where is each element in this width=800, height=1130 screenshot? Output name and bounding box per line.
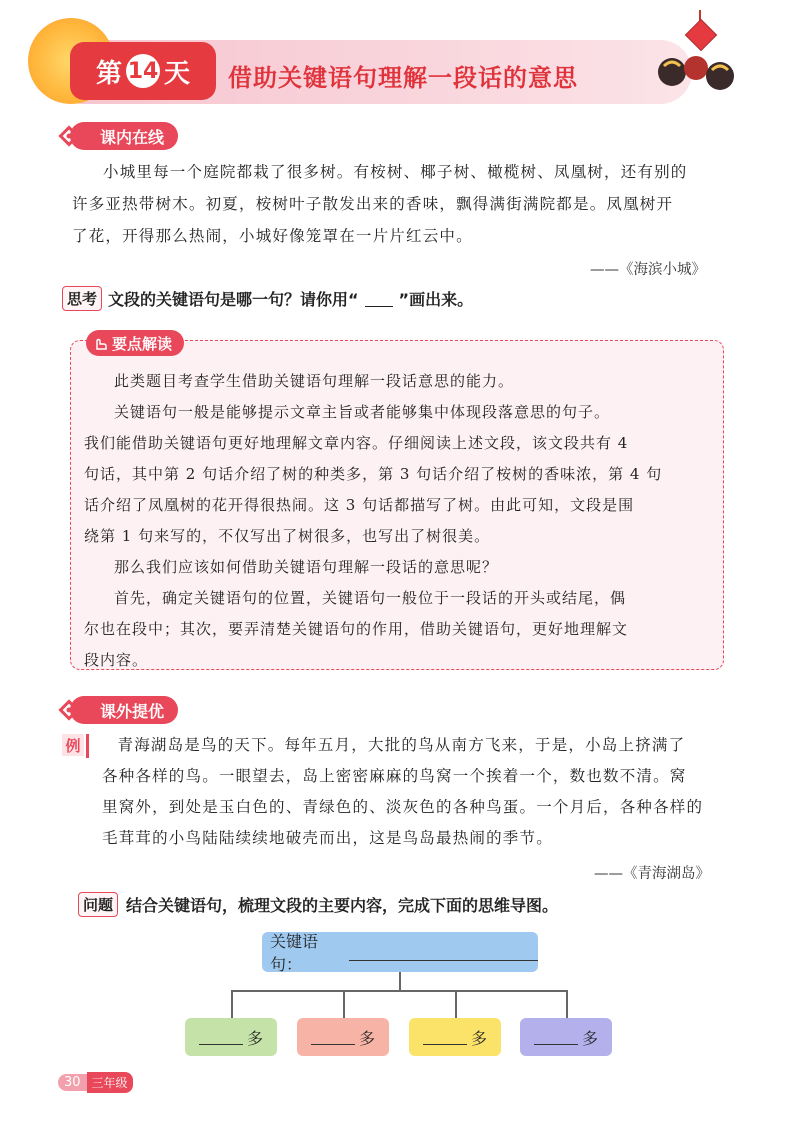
keypoints-line: 句话，其中第 2 句话介绍了树的种类多，第 3 句话介绍了桉树的香味浓，第 4 句	[84, 465, 663, 483]
keypoints-line: 绕第 1 句来写的，不仅写出了树很多，也写出了树很美。	[84, 527, 491, 545]
passage-line: 许多亚热带树木。初夏，桉树叶子散发出来的香味，飘得满街满院都是。凤凰树开	[72, 195, 674, 213]
problem-question	[78, 892, 558, 917]
think-label: 思考	[62, 286, 102, 311]
problem-label: 问题	[78, 892, 118, 917]
day-prefix: 第	[95, 58, 122, 89]
mindmap-leaf-blank[interactable]	[534, 1030, 578, 1045]
page-title: 借助关键语句理解一段话的意思	[228, 64, 578, 92]
keypoints-line: 此类题目考查学生借助关键语句理解一段话意思的能力。	[114, 372, 515, 390]
section-tag-in-class	[70, 122, 178, 150]
mindmap-connector	[231, 990, 233, 1018]
think-question-text-b: ”画出来。	[398, 290, 474, 309]
mindmap-leaf-blank[interactable]	[311, 1030, 355, 1045]
keypoints-line: 尔也在段中；其次，要弄清楚关键语句的作用，借助关键语句，更好地理解文	[84, 620, 629, 638]
think-question-text-a: 文段的关键语句是哪一句？请你用“	[108, 290, 359, 309]
keypoints-tag	[86, 330, 184, 356]
passage-source: ——《海滨小城》	[590, 262, 706, 278]
mindmap-leaf-suffix: 多	[581, 1028, 598, 1048]
keypoints-tag-label: 要点解读	[112, 334, 173, 353]
passage-line: 小城里每一个庭院都栽了很多树。有桉树、椰子树、橄榄树、凤凰树，还有别的	[103, 163, 688, 181]
mindmap-connector	[566, 990, 568, 1018]
keypoints-line: 段内容。	[84, 651, 149, 669]
mindmap-root	[262, 932, 538, 972]
keypoints-line: 那么我们应该如何借助关键语句理解一段话的意思呢？	[114, 558, 499, 576]
section-tag-label: 课内在线	[100, 127, 165, 147]
passage-line: 各种各样的鸟。一眼望去，岛上密密麻麻的鸟窝一个挨着一个，数也数不清。窝	[102, 767, 687, 785]
keypoints-line: 首先，确定关键语句的位置，关键语句一般位于一段话的开头或结尾，偶	[114, 589, 627, 607]
keypoints-line: 关键语句一般是能够提示文章主旨或者能够集中体现段落意思的句子。	[114, 403, 611, 421]
section-tag-label: 课外提优	[100, 701, 165, 721]
page-number: 30	[58, 1074, 87, 1091]
mindmap-leaf	[185, 1018, 277, 1056]
pointing-hand-icon	[92, 335, 108, 351]
example-marker-bar	[86, 734, 89, 758]
underline-sample	[365, 290, 393, 307]
mindmap-root-label: 关键语句：	[270, 932, 319, 974]
mindmap-leaf	[297, 1018, 389, 1056]
mindmap-connector	[231, 990, 567, 992]
mindmap-connector	[455, 990, 457, 1018]
passage-haibin	[72, 156, 732, 252]
mindmap-leaf-blank[interactable]	[423, 1030, 467, 1045]
passage-line: 毛茸茸的小鸟陆陆续续地破壳而出，这是鸟岛最热闹的季节。	[102, 829, 553, 847]
mindmap-leaf	[409, 1018, 501, 1056]
section-tag-extra	[70, 696, 178, 724]
passage-qinghai	[102, 730, 734, 854]
passage-line: 了花，开得那么热闹，小城好像笼罩在一片片红云中。	[72, 227, 473, 245]
day-number: 14	[126, 54, 160, 88]
day-suffix: 天	[164, 58, 191, 89]
think-question	[62, 286, 473, 311]
passage-source: ——《青海湖岛》	[594, 866, 710, 882]
mindmap-leaf-suffix: 多	[358, 1028, 375, 1048]
problem-text: 结合关键语句，梳理文段的主要内容，完成下面的思维导图。	[126, 896, 559, 915]
mindmap-leaf-blank[interactable]	[199, 1030, 243, 1045]
day-badge	[70, 42, 216, 100]
mindmap-leaf-suffix: 多	[246, 1028, 263, 1048]
page-footer	[58, 1072, 133, 1093]
keypoints-text	[84, 366, 708, 676]
mindmap-connector	[399, 972, 401, 990]
mindmap-connector	[343, 990, 345, 1018]
chinese-knot-icon	[58, 125, 80, 147]
example-label: 例	[62, 734, 84, 756]
passage-line: 里窝外，到处是玉白色的、青绿色的、淡灰色的各种鸟蛋。一个月后，各种各样的	[102, 798, 704, 816]
chinese-knot-icon	[58, 699, 80, 721]
lantern-decoration-icon	[650, 10, 740, 100]
keypoints-line: 话介绍了凤凰树的花开得很热闹。这 3 句话都描写了树。由此可知，文段是围	[84, 496, 635, 514]
grade-label: 三年级	[87, 1072, 133, 1093]
keypoints-line: 我们能借助关键语句更好地理解文章内容。仔细阅读上述文段，该文段共有 4	[84, 434, 629, 452]
mindmap-leaf	[520, 1018, 612, 1056]
mindmap-root-blank[interactable]	[349, 944, 538, 961]
passage-line: 青海湖岛是鸟的天下。每年五月，大批的鸟从南方飞来，于是，小岛上挤满了	[117, 736, 686, 754]
mindmap-leaf-suffix: 多	[470, 1028, 487, 1048]
